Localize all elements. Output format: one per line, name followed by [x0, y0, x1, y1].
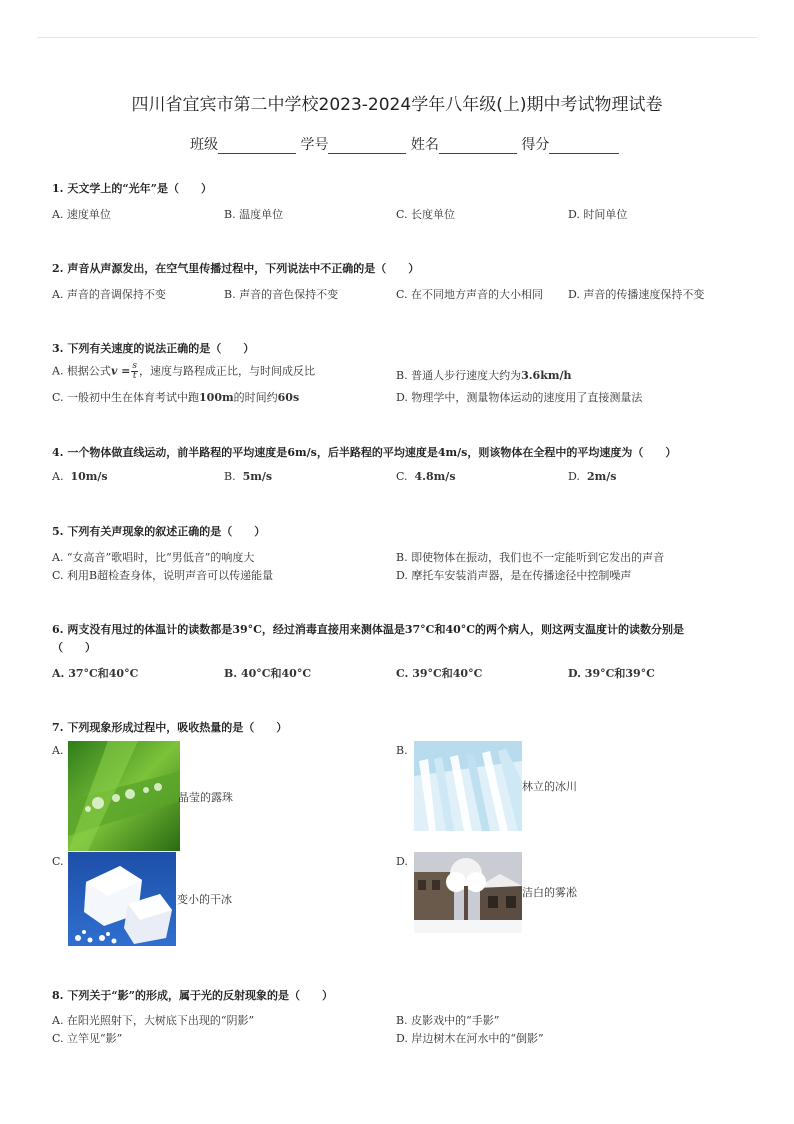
q6-option-a[interactable]: A. 37°C和40°C [52, 667, 139, 680]
q4-v1: 6m/s [287, 446, 317, 459]
q3-a-numerator: s [132, 361, 138, 371]
question-6-stem-line2: （ ） [52, 641, 96, 654]
q3-a-suffix: ，速度与路程成正比，与时间成反比 [139, 364, 316, 378]
rime-image [414, 852, 522, 933]
q5-option-d[interactable]: D. 摩托车安装消声器，是在传播途径中控制噪声 [396, 569, 632, 582]
q3-a-formula-var: v = [110, 364, 131, 378]
q6-option-d[interactable]: D. 39°C和39°C [568, 667, 655, 680]
q3-option-d[interactable]: D. 物理学中，测量物体运动的速度用了直接测量法 [396, 391, 643, 404]
q6-stem-prefix: 6. 两支没有甩过的体温计的读数都是 [52, 623, 233, 636]
dewdrops-photo [68, 741, 180, 851]
q4-option-d[interactable] [568, 470, 616, 483]
q7-option-c[interactable]: 变小的干冰 [177, 893, 232, 906]
q5-option-c[interactable]: C. 利用B超检查身体，说明声音可以传递能量 [52, 569, 274, 582]
q4-c-value: 4.8m/s [414, 470, 456, 483]
q7-option-a[interactable]: 晶莹的露珠 [178, 791, 233, 804]
q7-option-b-letter[interactable]: B. [396, 744, 408, 757]
q5-option-b[interactable]: B. 即使物体在振动，我们也不一定能听到它发出的声音 [396, 551, 665, 564]
question-1-stem: 1. 天文学上的“光年”是（ ） [52, 182, 212, 195]
q6-t3: 40°C [445, 623, 475, 636]
q8-option-b[interactable]: B. 皮影戏中的“手影” [396, 1014, 500, 1027]
score-blank[interactable] [549, 139, 619, 154]
page-title: 四川省宜宾市第二中学校2023-2024学年八年级(上)期中考试物理试卷 [131, 95, 663, 115]
q4-option-c[interactable] [396, 470, 456, 483]
q4-stem-suffix: ，则该物体在全程中的平均速度为（ ） [467, 446, 677, 459]
q3-b-value: 3.6km/h [521, 369, 572, 382]
q4-d-value: 2m/s [586, 470, 617, 483]
name-label: 姓名 [410, 137, 439, 153]
rime-photo [414, 852, 522, 933]
q4-b-letter: B. [224, 470, 236, 483]
q8-option-c[interactable]: C. 立竿见“影” [52, 1032, 123, 1045]
q4-stem-prefix: 4. 一个物体做直线运动，前半路程的平均速度是 [52, 446, 288, 459]
question-5-stem: 5. 下列有关声现象的叙述正确的是（ ） [52, 525, 266, 538]
q4-b-value: 5m/s [242, 470, 273, 483]
q4-d-letter: D. [568, 470, 580, 483]
q6-stem-middle-2: 和 [434, 623, 446, 636]
name-blank[interactable] [439, 139, 517, 154]
q4-stem-middle: ，后半路程的平均速度是 [316, 446, 438, 459]
q3-option-a[interactable] [52, 362, 315, 381]
question-4-stem [52, 444, 676, 460]
q2-option-d[interactable]: D. 声音的传播速度保持不变 [568, 288, 705, 301]
q8-option-a[interactable]: A. 在阳光照射下，大树底下出现的“阴影” [52, 1014, 255, 1027]
q3-a-fraction [131, 362, 138, 381]
glacier-photo [414, 741, 522, 831]
page-top-rule [37, 37, 757, 38]
q1-option-d[interactable]: D. 时间单位 [568, 208, 628, 221]
q7-option-b[interactable]: 林立的冰川 [522, 780, 577, 793]
q6-option-b[interactable]: B. 40°C和40°C [224, 667, 312, 680]
question-6-stem [52, 621, 684, 637]
q1-option-a[interactable]: A. 速度单位 [52, 208, 111, 221]
q6-option-c[interactable]: C. 39°C和40°C [396, 667, 483, 680]
q7-option-a-letter[interactable]: A. [52, 744, 64, 757]
q6-stem-suffix: 的两个病人，则这两支温度计的读数分别是 [475, 623, 684, 636]
dry-ice-photo [68, 852, 176, 946]
number-label: 学号 [300, 137, 329, 153]
dry-ice-image [68, 852, 176, 946]
class-label: 班级 [190, 137, 218, 153]
q6-stem-middle-1: ，经过消毒直接用来测体温是 [261, 623, 405, 636]
q3-c-prefix: C. 一般初中生在体育考试中跑 [52, 391, 200, 404]
q4-a-letter: A. [52, 470, 64, 483]
q4-v2: 4m/s [437, 446, 468, 459]
question-8-stem: 8. 下列关于“影”的形成，属于光的反射现象的是（ ） [52, 989, 333, 1002]
q7-option-d[interactable]: 洁白的雾凇 [522, 886, 577, 899]
q3-c-middle: 的时间约 [233, 391, 278, 404]
q3-a-prefix: A. 根据公式 [52, 364, 111, 378]
q6-t2: 37°C [404, 623, 435, 636]
q4-option-a[interactable] [52, 470, 108, 483]
q4-c-letter: C. [396, 470, 408, 483]
glacier-image [414, 741, 522, 831]
q3-option-c[interactable] [52, 389, 299, 405]
question-7-stem: 7. 下列现象形成过程中，吸收热量的是（ ） [52, 721, 288, 734]
q3-b-text: B. 普通人步行速度大约为 [396, 369, 522, 382]
q3-option-b[interactable] [396, 367, 572, 383]
q1-option-b[interactable]: B. 温度单位 [224, 208, 284, 221]
q2-option-c[interactable]: C. 在不同地方声音的大小相同 [396, 288, 544, 301]
q4-option-b[interactable] [224, 470, 272, 483]
q6-t1: 39°C [232, 623, 262, 636]
q1-option-c[interactable]: C. 长度单位 [396, 208, 456, 221]
q3-c-value-1: 100m [199, 391, 234, 404]
class-blank[interactable] [218, 139, 296, 154]
question-3-stem: 3. 下列有关速度的说法正确的是（ ） [52, 342, 255, 355]
q2-option-b[interactable]: B. 声音的音色保持不变 [224, 288, 339, 301]
q2-option-a[interactable]: A. 声音的音调保持不变 [52, 288, 166, 301]
q4-a-value: 10m/s [70, 470, 108, 483]
q3-c-value-2: 60s [277, 391, 300, 404]
q7-option-d-letter[interactable]: D. [396, 855, 408, 868]
score-label: 得分 [521, 137, 550, 153]
q7-option-c-letter[interactable]: C. [52, 855, 64, 868]
dewdrops-image [68, 741, 180, 851]
q8-option-d[interactable]: D. 岸边树木在河水中的“倒影” [396, 1032, 544, 1045]
q3-a-denominator: t [132, 371, 137, 381]
question-2-stem: 2. 声音从声源发出，在空气里传播过程中，下列说法中不正确的是（ ） [52, 262, 420, 275]
student-info-line [190, 134, 619, 154]
number-blank[interactable] [328, 139, 406, 154]
q5-option-a[interactable]: A. “女高音”歌唱时，比“男低音”的响度大 [52, 551, 255, 564]
